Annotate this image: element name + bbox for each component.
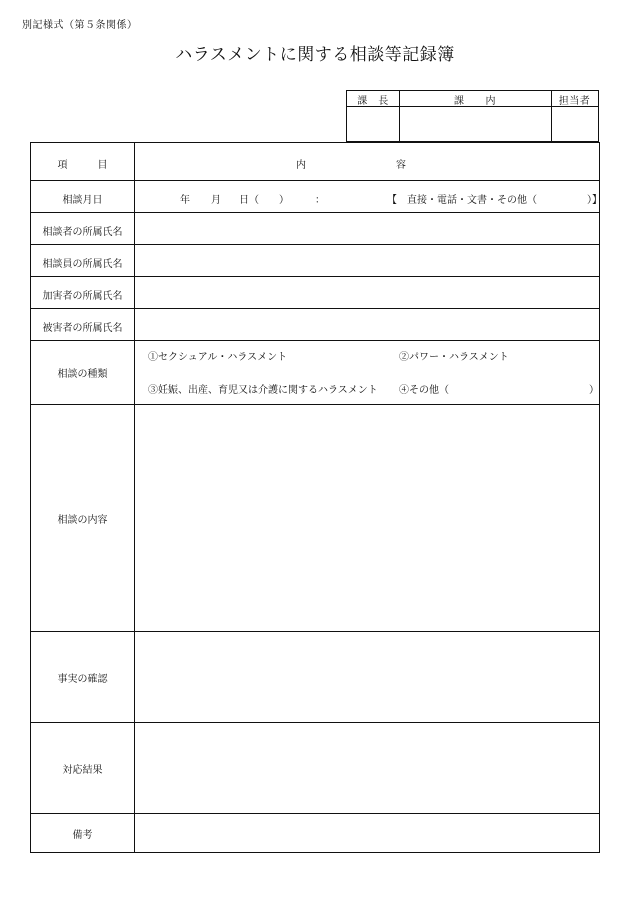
header-item: 項 目 — [57, 160, 108, 171]
date-time: ： — [315, 195, 325, 206]
content-label: 相談の内容 — [57, 515, 108, 526]
table-row — [31, 276, 599, 277]
table-row — [31, 212, 599, 213]
approval-chief-label: 課 長 — [357, 96, 389, 107]
form-label: 別記様式（第５条関係） — [22, 20, 138, 31]
page-title: ハラスメントに関する相談等記録簿 — [175, 45, 455, 65]
type-option-4: ④その他（ ） — [399, 385, 599, 396]
victim-label: 被害者の所属氏名 — [42, 323, 123, 334]
staff-label: 相談員の所属氏名 — [42, 259, 123, 270]
date-month: 月 — [211, 195, 221, 206]
consultant-label: 相談者の所属氏名 — [42, 227, 123, 238]
type-option-1: ①セクシュアル・ハラスメント — [148, 352, 288, 363]
contact-method: 【 直接・電話・文書・その他（ ）】 — [387, 195, 602, 206]
table-row — [31, 631, 599, 632]
approval-box — [346, 90, 599, 142]
table-row — [31, 813, 599, 814]
approval-staff-label: 担当者 — [558, 96, 591, 107]
type-label: 相談の種類 — [57, 369, 108, 380]
approval-section-label: 課 内 — [454, 96, 496, 107]
date-label: 相談月日 — [62, 195, 103, 206]
header-content: 内 容 — [296, 160, 406, 171]
column-divider — [134, 143, 135, 852]
table-row — [31, 244, 599, 245]
date-year: 年 — [180, 195, 190, 206]
type-option-3: ③妊娠、出産、育児又は介護に関するハラスメント — [148, 385, 378, 396]
table-row — [31, 340, 599, 341]
type-option-2: ②パワー・ハラスメント — [399, 352, 509, 363]
result-label: 対応結果 — [62, 765, 103, 776]
table-row — [31, 180, 599, 181]
fact-label: 事実の確認 — [57, 674, 108, 685]
table-row — [31, 308, 599, 309]
record-table — [30, 142, 600, 853]
notes-label: 備考 — [72, 830, 93, 841]
table-row — [31, 722, 599, 723]
date-day: 日（ ） — [239, 195, 289, 206]
table-row — [31, 404, 599, 405]
perpetrator-label: 加害者の所属氏名 — [42, 291, 123, 302]
